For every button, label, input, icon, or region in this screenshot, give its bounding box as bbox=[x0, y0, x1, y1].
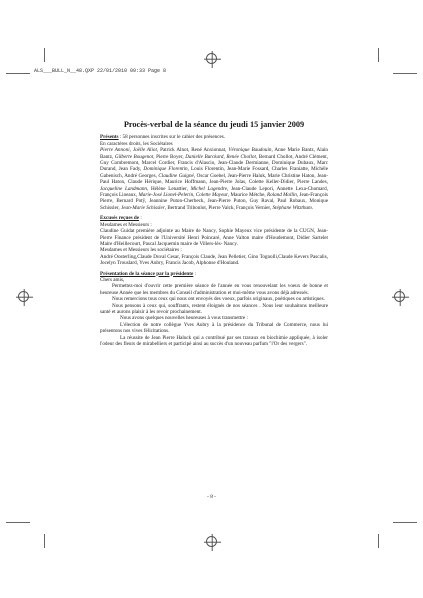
presents-name-segment: , Bertrand Tribonlot, Pierre Valck, François Vernier, bbox=[164, 204, 273, 211]
excuses-members: André Oosterling,Claude Duval Cesar, François Claude, Jean Pelletier, Gino Tognolli,Claude Kevers Pascalis, Jocelyn Trouslard, Yves Aubry, Francis Jacob, Alphonse d'Houland. bbox=[100, 253, 328, 267]
presents-name-segment: , Maurice Métche, bbox=[227, 192, 267, 199]
presents-name-segment: , Hélène Lenattier, bbox=[146, 185, 191, 192]
presents-name-segment: Véronique Baudouin, bbox=[228, 147, 273, 154]
presents-name-segment: , Patrick Alnot, René Anxionnat, bbox=[156, 147, 229, 154]
file-slug: ALS___BULL_N__48.QXP 22/01/2010 09:33 Page 8 bbox=[34, 68, 167, 74]
crop-mark-bottom-left-h bbox=[6, 522, 30, 523]
registration-mark-bottom-icon bbox=[206, 536, 217, 547]
excuses-label: Excusés reçues de bbox=[100, 215, 140, 222]
presentation-label: Présentation de la séance par la présidente bbox=[100, 270, 194, 277]
presents-name-segment: Anne Marie Bantz, Alain Bantz, bbox=[100, 147, 328, 160]
presents-name-segment: Danielle Burckard, Renée Chollot bbox=[185, 153, 256, 160]
presents-name-segment: Jacqueline Landmann bbox=[100, 185, 147, 192]
page-content bbox=[100, 122, 328, 347]
presentation-paragraph-4: Nous avons quelques nouvelles heureuses à vous transmettre : bbox=[120, 315, 248, 322]
presents-name-segment: , Oscar Goebel, Jean-Pierre Haluk, Marie Christine Haton, Jean-Paul Haton, Claude Hérique, Maurice Hoffmann, Jean-Pierre Jolas, Colette Keller-Didier, Pierre Landes, bbox=[100, 172, 328, 186]
presents-name-segment: , Pierre Boyer, bbox=[153, 153, 186, 160]
page-number: - 8 - bbox=[207, 494, 216, 500]
presents-name-segment: Roland Mollin bbox=[266, 192, 297, 199]
presents-name-segment: Stéphane Witzthum bbox=[272, 204, 312, 211]
presents-names bbox=[100, 147, 328, 211]
crop-mark-top-right-v bbox=[378, 48, 379, 62]
page-title: Procès-verbal de la séance du jeudi 15 janvier 2009 bbox=[123, 120, 305, 129]
presentation-paragraph-1: Permettez-moi d'ouvrir cette première séance de l'année en vous renouvelant les voeux de bonne et heureuse Année que les membres du Conseil d'administration et moi-même vous avons déjà adressés. bbox=[100, 283, 328, 296]
presents-name-segment: , Jean-Claude Lepori, Annette Lexa-Chomard, François Lioeaux, bbox=[100, 185, 328, 199]
presentation-paragraph-6: La réussite de Jean Pierre Haluck qui a contribué par ses travaux en biochimie appliquée, à isoler l'odeur des fleurs de mirabelliers et participé ainsi au succès d'un nouveau parfum "l'Or des vergers". bbox=[100, 334, 328, 347]
presents-name-segment: , Louis Florentin, Jean-Marie Fossard, Charles Franiatte, Michèle Gabenisch, André Georges, bbox=[100, 166, 328, 179]
presents-name-segment: , Jean-François Pierre, Bernard Potÿ, Jeannine Puton-Cherbeck, Jean-Pierre Puton, Guy Raval, Paul Robaux, Monique Schissler, bbox=[100, 192, 329, 211]
presents-count: : 58 personnes inscrites sur le cahier des présences. bbox=[118, 134, 226, 141]
crop-mark-top-right-h bbox=[393, 73, 417, 74]
crop-mark-top-left-h bbox=[6, 73, 30, 74]
presents-name-segment: Claudine Guigné bbox=[158, 172, 194, 179]
excuses-label-suffix: : bbox=[139, 215, 142, 222]
presents-label: Présents bbox=[100, 134, 119, 141]
registration-mark-top-icon bbox=[206, 53, 217, 64]
presents-name-segment: Marie-José Lionel-Pelerin bbox=[138, 192, 194, 199]
registration-mark-right-icon bbox=[394, 291, 405, 302]
crop-mark-top-left-v bbox=[44, 48, 45, 62]
presentation-paragraph-5: L'élection de notre collègue Yves Aubry à la présidence du Tribunal de Commerce, nous lui présentons nos vives félicitations. bbox=[100, 321, 328, 335]
presentation-greeting: Chers amis, bbox=[100, 276, 125, 283]
presentation-paragraph-2: Nous remercions tous ceux qui nous ont envoyés des voeux, parfois originaux, poétiques ou artistiques. bbox=[112, 296, 325, 303]
presents-name-segment: . bbox=[311, 204, 314, 211]
crop-mark-bottom-right-v bbox=[378, 534, 379, 548]
excuses-intro: Mesdames et Messieurs : bbox=[100, 221, 152, 228]
presents-name-segment: , bbox=[193, 192, 196, 199]
crop-mark-bottom-right-h bbox=[393, 522, 417, 523]
presents-name-segment: , Bernard Chollot, André Clément, Guy Combremont, Marcel Cordier, Francis d'Alascio, Jean-Claude Dermianne, Dominique Dubaux, Marc Durand, Jean Fady, bbox=[100, 153, 329, 173]
presentation-label-suffix: : bbox=[193, 270, 197, 277]
presentation-paragraph-3: Nous pensons à ceux qui, souffrants, restent éloignés de nos séances . Nous leur souhaitons meilleure santé et aurons plaisir à les revoir prochainement. bbox=[100, 302, 328, 315]
presents-name-segment: Colette Mayeur bbox=[195, 192, 228, 199]
crop-mark-bottom-left-v bbox=[44, 534, 45, 548]
registration-mark-left-icon bbox=[18, 291, 29, 302]
excuses-officials: Claudine Guidat première adjointe au Maire de Nancy, Sophie Mayeux vice présidente de la CUGN, Jean-Pierre Finance président de l'Université Henri Poincaré, Anne Valton maire d'Houdemont, Didier Sartelet Maire d'Heillecourt, Pascal Jacquemin maire de Villers-lès- Nancy. bbox=[100, 228, 328, 247]
presents-name-segment: Pierre Annoni, Joëlle Aliot bbox=[100, 147, 157, 154]
presents-droits: En caractères droits, les Sociétaires bbox=[100, 140, 173, 147]
presents-name-segment: Michel Lagendre bbox=[190, 185, 228, 192]
presents-name-segment: Dominique Florentin bbox=[143, 166, 188, 173]
presents-name-segment: Gilberte Bougenot bbox=[114, 153, 154, 160]
excuses-members-intro: Mesdames et Messieurs les sociétaires : bbox=[100, 247, 182, 254]
presents-name-segment: Jean-Marie Schissler bbox=[120, 204, 165, 211]
